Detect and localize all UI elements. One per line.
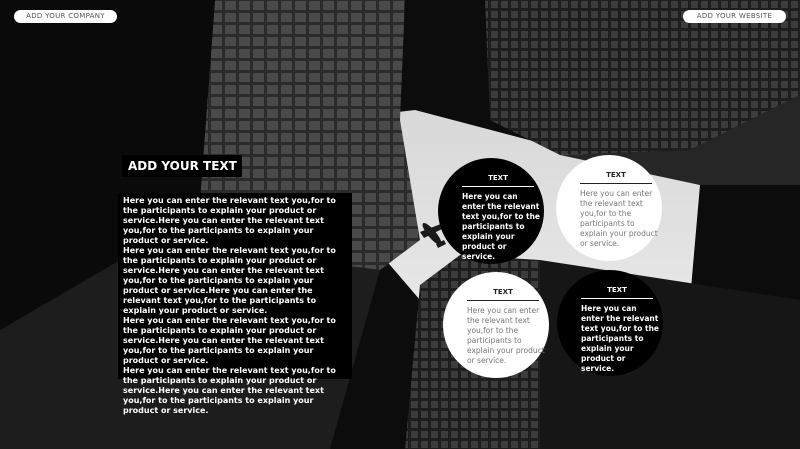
divider	[580, 183, 652, 184]
circle-body: Here you can enter the relevant text you,for to the participants to explain your product or service.	[580, 189, 658, 248]
circle-card-4	[557, 270, 663, 376]
circle-title: TEXT	[606, 171, 626, 179]
company-label: ADD YOUR COMPANY	[14, 10, 117, 23]
paragraph: Here you can enter the relevant text you,for to the participants to explain your product or service.Here you can enter the relevant text you,for to the participants to explain your product or service.Here you can enter the relevant text you,for to the participants to explain your product or service.	[123, 246, 336, 315]
circle-card-1	[438, 158, 544, 264]
circle-title: TEXT	[488, 174, 508, 182]
circle-body: Here you can enter the relevant text you,for to the participants to explain your product or service.	[462, 192, 541, 261]
paragraph: Here you can enter the relevant text you,for to the participants to explain your product or service.Here you can enter the relevant text you,for to the participants to explain your product or service.	[123, 316, 336, 365]
paragraph: Here you can enter the relevant text you,for to the participants to explain your product or service.Here you can enter the relevant text you,for to the participants to explain your product or service.	[123, 196, 336, 245]
text-panel	[118, 193, 352, 415]
circle-card-3	[443, 272, 549, 378]
circle-title: TEXT	[493, 288, 513, 296]
divider	[467, 300, 539, 301]
section-title: ADD YOUR TEXT	[122, 155, 242, 177]
circle-body: Here you can enter the relevant text you,for to the participants to explain your product or service.	[581, 304, 660, 373]
circle-card-2	[556, 155, 662, 261]
paragraph: Here you can enter the relevant text you,for to the participants to explain your product or service.Here you can enter the relevant text you,for to the participants to explain your product or service.	[123, 366, 336, 415]
website-label: ADD YOUR WEBSITE	[683, 10, 786, 23]
circle-body: Here you can enter the relevant text you,for to the participants to explain your product or service.	[467, 306, 545, 365]
divider	[462, 186, 534, 187]
circle-title: TEXT	[607, 286, 627, 294]
divider	[581, 298, 653, 299]
